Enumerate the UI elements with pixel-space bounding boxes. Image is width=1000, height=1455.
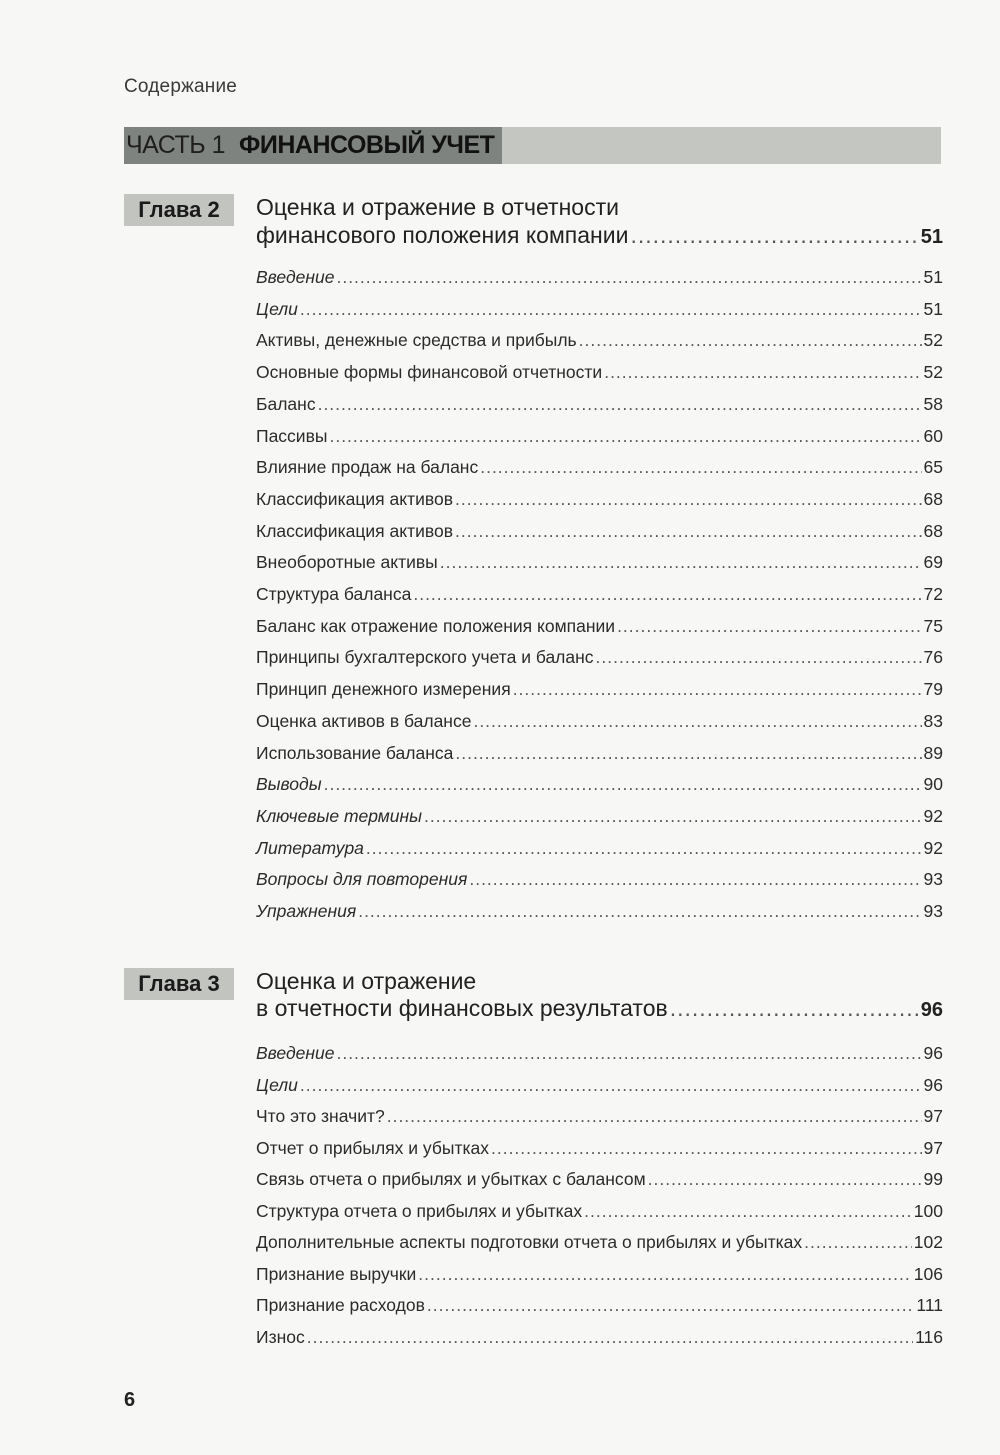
toc-entry-title: Структура баланса [256,584,412,604]
toc-entry-title: Выводы [256,774,322,795]
toc-entry[interactable] [256,1138,943,1159]
leader-dots [604,362,921,383]
toc-entry[interactable] [256,838,943,859]
leader-dots [491,1138,922,1159]
toc-entry-page: 111 [916,1295,943,1315]
toc-entry-title: Оценка активов в балансе [256,710,472,731]
toc-entry-page: 102 [913,1232,943,1252]
toc-entry[interactable] [256,1232,943,1253]
toc-entry-title: Литература [256,837,364,858]
toc-entry-title: Цели [256,298,298,319]
leader-dots [584,1201,912,1222]
toc-entry-title: Принципы бухгалтерского учета и баланс [256,647,594,668]
leader-dots [617,616,921,637]
toc-entry-page: 75 [923,615,943,636]
leader-dots [455,743,921,764]
toc-entry[interactable] [256,1201,943,1222]
chapter-title-line1: Оценка и отражение в отчетности [256,194,619,220]
leader-dots [596,647,922,668]
toc-entry-page: 96 [923,1043,943,1063]
toc-entry-page: 65 [923,457,943,478]
toc-entry-title: Вопросы для повторения [256,869,468,890]
toc-entry-page: 99 [923,1169,943,1189]
toc-entry-page: 68 [923,488,943,509]
leader-dots [336,1043,921,1064]
toc-entry-page: 90 [923,774,943,795]
toc-entry-page: 52 [923,362,943,383]
toc-entry-title: Отчет о прибылях и убытках [256,1137,489,1158]
toc-entry[interactable] [256,1295,943,1316]
toc-entry-title: Введение [256,267,335,287]
chapter-title-line1: Оценка и отражение [256,968,477,994]
toc-entry[interactable] [256,584,943,605]
leader-dots [513,679,922,700]
toc-entry[interactable] [256,426,943,447]
toc-entry[interactable] [256,616,943,637]
toc-entry[interactable] [256,743,943,764]
leader-dots [336,267,921,288]
toc-entry[interactable] [256,1075,943,1096]
toc-entry-title: Внеоборотные активы [256,552,438,573]
toc-entry[interactable] [256,647,943,668]
toc-entry-page: 83 [923,710,943,731]
toc-entry-title: Влияние продаж на баланс [256,457,479,478]
toc-entry-title: Износ [256,1326,305,1347]
leader-dots [630,222,918,249]
toc-entry-title: Классификация активов [256,520,454,541]
toc-entry[interactable] [256,489,943,510]
leader-dots [307,1327,913,1348]
leader-dots [455,489,922,510]
toc-entry-page: 96 [923,1074,943,1095]
toc-entry[interactable] [256,457,943,478]
toc-entry-page: 68 [923,520,943,541]
toc-entry[interactable] [256,901,943,922]
toc-entry-page: 106 [913,1263,943,1284]
toc-entry[interactable] [256,394,943,415]
leader-dots [387,1106,922,1127]
toc-entry[interactable] [256,774,943,795]
toc-entry-page: 69 [923,552,943,573]
toc-entry-page: 89 [923,742,943,763]
chapter-title-text: финансового положения компании [256,222,629,248]
part-title: ФИНАНСОВЫЙ УЧЕТ [239,131,495,159]
toc-entry-page: 97 [923,1106,943,1126]
toc-entry-page: 93 [923,901,943,921]
toc-entry-title: Дополнительные аспекты подготовки отчета о прибылях и убытках [256,1232,803,1252]
toc-entry-title: Использование баланса [256,742,454,763]
toc-entry[interactable] [256,552,943,573]
toc-entry-page: 92 [923,805,943,826]
toc-entry[interactable] [256,521,943,542]
toc-entry[interactable] [256,330,943,351]
leader-dots [366,838,922,859]
leader-dots [469,869,921,890]
toc-entry-page: 51 [923,267,943,287]
toc-entry-page: 93 [923,869,943,890]
chapter-title-line2[interactable] [256,222,943,249]
page-number: 6 [124,1389,136,1411]
chapter-page: 51 [920,226,943,248]
leader-dots [455,521,922,542]
part-number: ЧАСТЬ 1 [126,131,226,159]
chapter-title-text: в отчетности финансовых результатов [256,995,668,1021]
chapter-label: Глава 3 [124,968,234,1000]
toc-entry[interactable] [256,1264,943,1285]
leader-dots [579,330,922,351]
toc-entry-title: Баланс как отражение положения компании [256,615,616,636]
leader-dots [318,394,922,415]
toc-entry-page: 92 [923,837,943,858]
toc-entry-title: Основные формы финансовой отчетности [256,362,603,383]
part-banner [124,127,941,164]
toc-entry[interactable] [256,1043,943,1064]
toc-entry-title: Пассивы [256,425,328,446]
toc-entry-title: Активы, денежные средства и прибыль [256,330,577,351]
toc-entry-page: 76 [923,647,943,668]
toc-entry-title: Упражнения [256,901,357,921]
leader-dots [427,1295,914,1316]
toc-entry-page: 116 [915,1326,943,1347]
toc-entry[interactable] [256,362,943,383]
toc-entry[interactable] [256,1169,943,1190]
leader-dots [670,995,919,1022]
leader-dots [648,1169,922,1190]
chapter-title-line2[interactable] [256,995,943,1022]
toc-entry[interactable] [256,679,943,700]
leader-dots [329,426,921,447]
toc-entry-title: Баланс [256,393,316,414]
toc-entry-title: Классификация активов [256,488,454,509]
toc-entry[interactable] [256,299,943,320]
toc-entry[interactable] [256,806,943,827]
leader-dots [440,552,922,573]
leader-dots [413,584,921,605]
leader-dots [473,711,921,732]
toc-entry-page: 97 [923,1137,943,1158]
toc-entry-page: 58 [923,393,943,414]
leader-dots [300,299,922,320]
leader-dots [804,1232,912,1253]
running-head: Содержание [124,76,238,97]
toc-entry-title: Признание выручки [256,1263,417,1284]
toc-entry[interactable] [256,1106,943,1127]
toc-entry-title: Цели [256,1074,298,1095]
toc-entry-title: Ключевые термины [256,805,423,826]
toc-entry-title: Введение [256,1043,335,1063]
chapter-page: 96 [920,999,943,1021]
toc-entry-page: 52 [923,330,943,351]
toc-entry-page: 100 [913,1200,943,1221]
chapter-label: Глава 2 [124,194,234,226]
toc-entry-title: Связь отчета о прибылях и убытках с балансом [256,1169,646,1189]
toc-entry-title: Признание расходов [256,1295,425,1315]
leader-dots [480,457,921,478]
leader-dots [418,1264,912,1285]
toc-entry-title: Принцип денежного измерения [256,679,511,700]
leader-dots [424,806,921,827]
toc-entry-page: 79 [923,679,943,700]
toc-entry[interactable] [256,267,943,288]
toc-entry-page: 60 [923,425,943,446]
toc-entry-title: Что это значит? [256,1106,385,1126]
toc-entry-page: 72 [923,584,943,604]
part-label [124,127,502,164]
leader-dots [324,774,922,795]
toc-entry-title: Структура отчета о прибылях и убытках [256,1200,583,1221]
leader-dots [358,901,921,922]
toc-entry[interactable] [256,869,943,890]
toc-entry[interactable] [256,1327,943,1348]
toc-entry[interactable] [256,711,943,732]
toc-entry-page: 51 [923,298,943,319]
leader-dots [300,1075,922,1096]
